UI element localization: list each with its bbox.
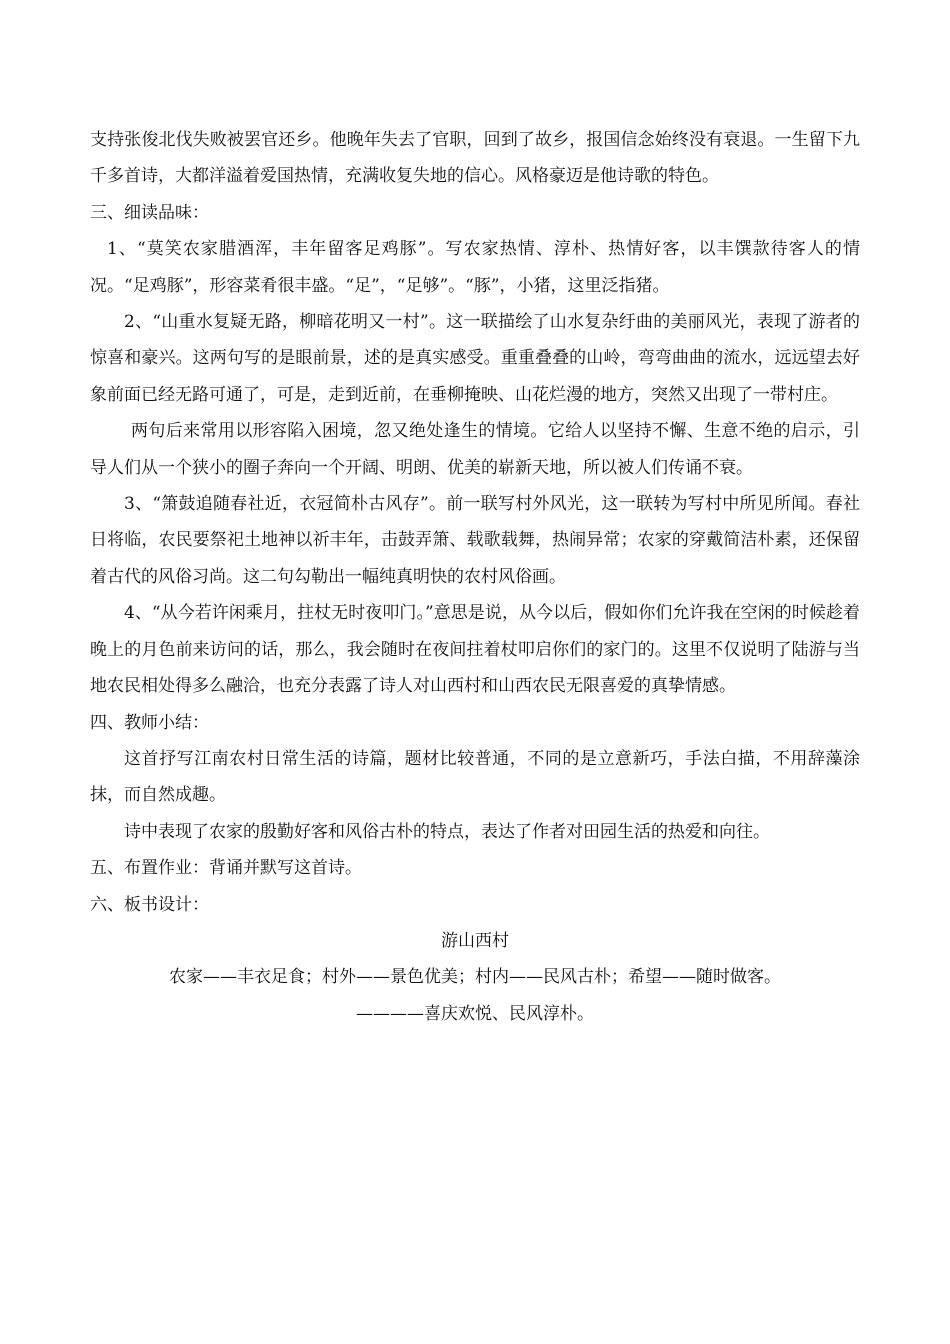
heading-homework: 五、布置作业：背诵并默写这首诗。: [90, 858, 362, 879]
paragraph-point-1: 1、“莫笑农家腊酒浑，丰年留客足鸡豚”。写农家热情、淳朴、热情好客，以丰馔款待客人的情况。“足鸡豚”，形容菜肴很丰盛。“足”，“足够”。“豚”，小猪，这里泛指猪。: [90, 239, 860, 296]
paragraph-point-2: 2、“山重水复疑无路，柳暗花明又一村”。这一联描绘了山水复杂纡曲的美丽风光，表现了游者的惊喜和豪兴。这两句写的是眼前景，述的是真实感受。重重叠叠的山岭，弯弯曲曲的流水，远远望去好象前面已经无路可通了，可是，走到近前，在垂柳掩映、山花烂漫的地方，突然又出现了一带村庄。: [90, 312, 860, 405]
paragraph-point-4: 4、“从今若许闲乘月，拄杖无时夜叩门。”意思是说，从今以后，假如你们允许我在空闲的时候趁着晚上的月色前来访问的话，那么，我会随时在夜间拄着杖叩启你们的家门的。这里不仅说明了陆游与当地农民相处得多么融洽，也充分表露了诗人对山西村和山西农民无限喜爱的真挚情感。: [90, 603, 860, 697]
document-body: [90, 122, 860, 1032]
heading-board-design: 六、板书设计：: [90, 894, 209, 915]
paragraph-point-2-extension: 两句后来常用以形容陷入困境，忽又绝处逢生的情境。它给人以坚持不懈、生意不绝的启示，引导人们从一个狭小的圈子奔向一个开阔、明朗、优美的崭新天地，所以被人们传诵不衰。: [90, 421, 860, 478]
board-line-1: 农家——丰衣足食；村外——景色优美；村内——民风古朴；希望——随时做客。: [169, 967, 781, 988]
paragraph-summary-1: 这首抒写江南农村日常生活的诗篇，题材比较普通，不同的是立意新巧，手法白描，不用辞藻涂抹，而自然成趣。: [90, 748, 860, 806]
board-line-2: ————喜庆欢悦、民风淳朴。: [356, 1003, 594, 1024]
paragraph-summary-2: 诗中表现了农家的殷勤好客和风俗古朴的特点，表达了作者对田园生活的热爱和向往。: [124, 821, 770, 842]
board-title: 游山西村: [441, 930, 509, 951]
heading-close-reading: 三、细读品味：: [90, 202, 209, 223]
paragraph-point-3: 3、“箫鼓追随春社近，衣冠简朴古风存”。前一联写村外风光，这一联转为写村中所见所闻。春社日将临，农民要祭祀土地神以祈丰年，击鼓弄箫、载歌载舞，热闹异常；农家的穿戴简洁朴素，还保留着古代的风俗习尚。这二句勾勒出一幅纯真明快的农村风俗画。: [90, 494, 860, 587]
heading-teacher-summary: 四、教师小结：: [90, 712, 209, 733]
paragraph-lu-you-bio: 支持张俊北伐失败被罢官还乡。他晚年失去了官职，回到了故乡，报国信念始终没有衰退。一生留下九千多首诗，大都洋溢着爱国热情，充满收复失地的信心。风格豪迈是他诗歌的特色。: [90, 130, 860, 187]
